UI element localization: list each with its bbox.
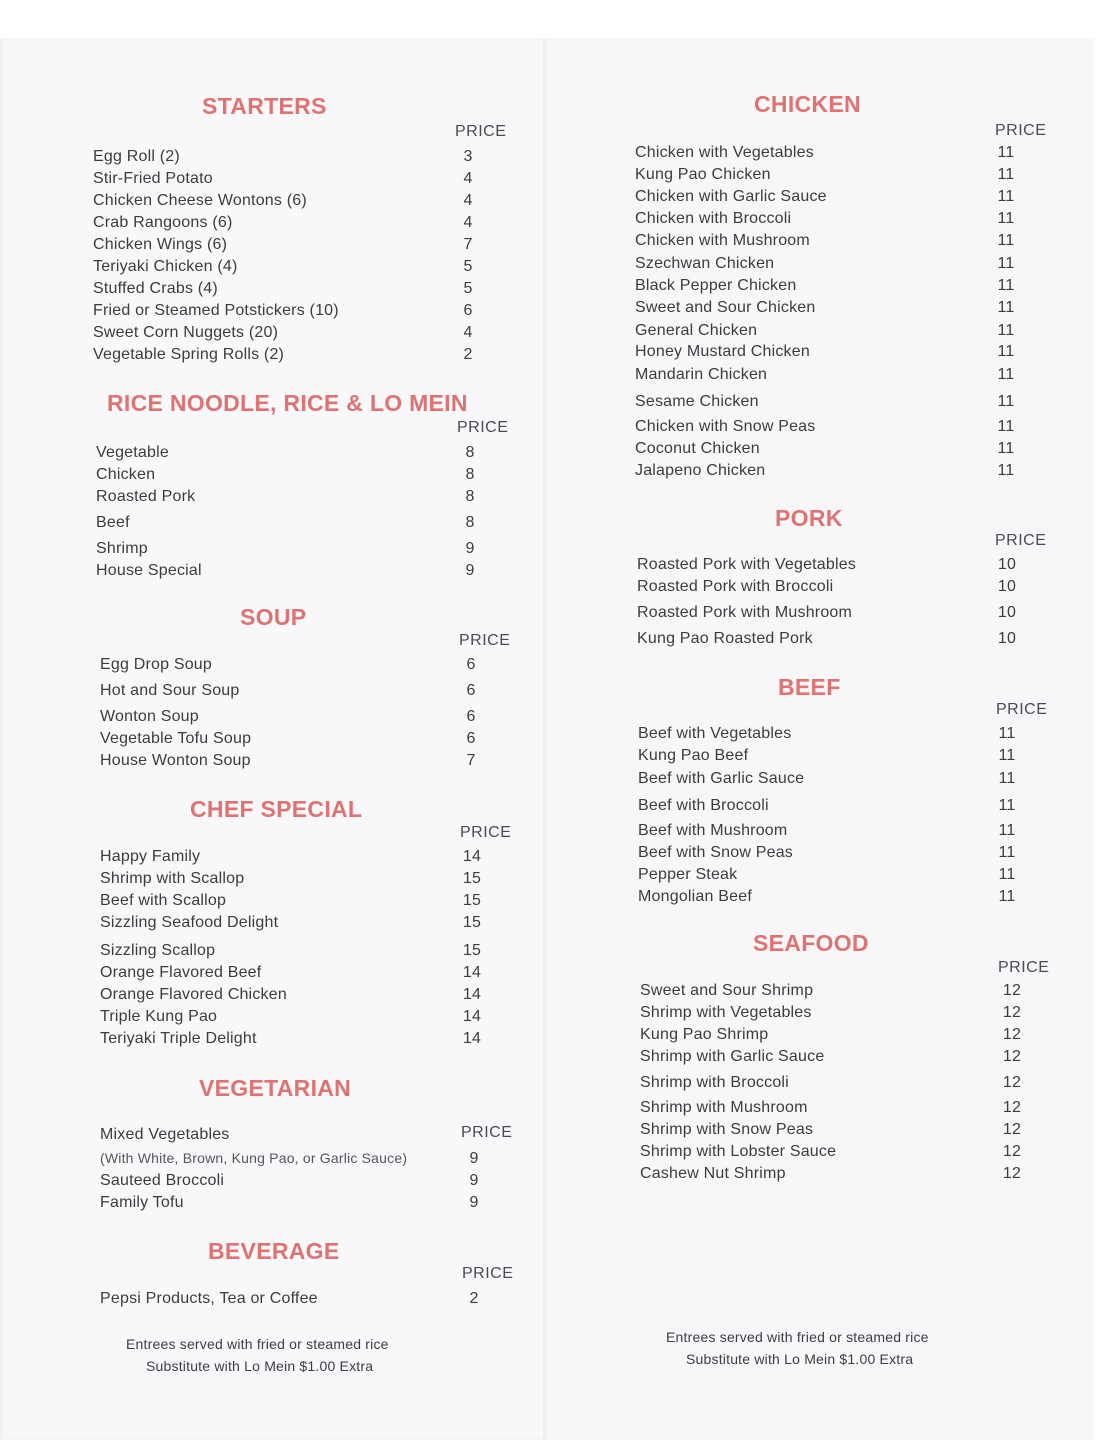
chicken-item-price: 11 xyxy=(997,366,1015,383)
beef-title: BEEF xyxy=(778,674,841,700)
vegetarian-item-price: 9 xyxy=(469,1150,479,1167)
seafood-item-name: Shrimp with Broccoli xyxy=(640,1074,789,1091)
page-fold xyxy=(543,38,546,1440)
chef-special-item-price: 15 xyxy=(462,870,482,887)
starters-item-name: Egg Roll (2) xyxy=(93,148,180,165)
starters-item-name: Vegetable Spring Rolls (2) xyxy=(93,346,285,363)
rice-noodle-item-name: Beef xyxy=(96,514,130,531)
seafood-item-name: Sweet and Sour Shrimp xyxy=(640,982,814,999)
chef-special-item-price: 14 xyxy=(462,848,482,865)
vegetarian-item-name: (With White, Brown, Kung Pao, or Garlic Sauce) xyxy=(100,1150,408,1166)
pork-item-price: 10 xyxy=(997,578,1017,595)
chef-special-item-price: 14 xyxy=(462,986,482,1003)
starters-item-price: 6 xyxy=(463,302,473,319)
soup-item-price: 7 xyxy=(466,752,476,769)
seafood-item-price: 12 xyxy=(1002,1026,1022,1043)
beverage-price-header: PRICE xyxy=(462,1265,514,1282)
starters-item-name: Chicken Wings (6) xyxy=(93,236,228,253)
chicken-item-price: 11 xyxy=(997,144,1015,161)
rice-noodle-item-price: 8 xyxy=(465,444,475,461)
footnote-right-line1: Entrees served with fried or steamed rice xyxy=(666,1329,929,1345)
chef-special-item-name: Triple Kung Pao xyxy=(100,1008,218,1025)
seafood-item-name: Shrimp with Snow Peas xyxy=(640,1121,814,1138)
seafood-price-header: PRICE xyxy=(998,959,1050,976)
chef-special-item-price: 14 xyxy=(462,964,482,981)
chicken-item-price: 11 xyxy=(997,188,1015,205)
chicken-item-price: 11 xyxy=(997,343,1015,360)
chicken-item-name: Jalapeno Chicken xyxy=(635,462,766,479)
chicken-item-price: 11 xyxy=(997,277,1015,294)
chicken-item-name: Mandarin Chicken xyxy=(635,366,768,383)
seafood-item-price: 12 xyxy=(1002,1143,1022,1160)
starters-title: STARTERS xyxy=(202,93,327,119)
pork-item-price: 10 xyxy=(997,630,1017,647)
vegetarian-item-price: 9 xyxy=(469,1172,479,1189)
footnote-left-line1: Entrees served with fried or steamed rice xyxy=(126,1336,389,1352)
beef-item-price: 11 xyxy=(998,822,1016,839)
chicken-item-price: 11 xyxy=(997,210,1015,227)
vegetarian-item-name: Mixed Vegetables xyxy=(100,1126,230,1143)
footnote-right-line2: Substitute with Lo Mein $1.00 Extra xyxy=(686,1351,914,1367)
chef-special-item-name: Beef with Scallop xyxy=(100,892,227,909)
pork-item-price: 10 xyxy=(997,556,1017,573)
beef-item-price: 11 xyxy=(998,866,1016,883)
chicken-item-price: 11 xyxy=(997,440,1015,457)
chef-special-item-name: Orange Flavored Chicken xyxy=(100,986,287,1003)
rice-noodle-item-price: 9 xyxy=(465,540,475,557)
beef-item-price: 11 xyxy=(998,797,1016,814)
seafood-item-name: Shrimp with Mushroom xyxy=(640,1099,808,1116)
seafood-item-price: 12 xyxy=(1002,1121,1022,1138)
seafood-item-price: 12 xyxy=(1002,1048,1022,1065)
beef-item-name: Beef with Garlic Sauce xyxy=(638,770,805,787)
starters-item-price: 7 xyxy=(463,236,473,253)
chef-special-item-name: Teriyaki Triple Delight xyxy=(100,1030,257,1047)
chicken-item-price: 11 xyxy=(997,462,1015,479)
beef-item-name: Kung Pao Beef xyxy=(638,747,749,764)
beverage-item-price: 2 xyxy=(469,1290,479,1307)
chef-special-price-header: PRICE xyxy=(460,824,512,841)
chef-special-item-price: 14 xyxy=(462,1008,482,1025)
starters-item-price: 5 xyxy=(463,280,473,297)
chef-special-item-price: 15 xyxy=(462,892,482,909)
chicken-title: CHICKEN xyxy=(754,91,861,117)
seafood-item-name: Shrimp with Lobster Sauce xyxy=(640,1143,837,1160)
chicken-item-price: 11 xyxy=(997,393,1015,410)
starters-item-name: Sweet Corn Nuggets (20) xyxy=(93,324,279,341)
chicken-item-name: Sesame Chicken xyxy=(635,393,759,410)
beef-item-name: Pepper Steak xyxy=(638,866,738,883)
starters-item-price: 3 xyxy=(463,148,473,165)
soup-item-name: Wonton Soup xyxy=(100,708,199,725)
chicken-item-name: Chicken with Broccoli xyxy=(635,210,792,227)
chicken-item-name: Szechwan Chicken xyxy=(635,255,775,272)
beef-price-header: PRICE xyxy=(996,701,1048,718)
beef-item-price: 11 xyxy=(998,888,1016,905)
vegetarian-item-price: 9 xyxy=(469,1194,479,1211)
pork-item-price: 10 xyxy=(997,604,1017,621)
chicken-item-name: Honey Mustard Chicken xyxy=(635,343,810,360)
rice-noodle-item-name: Chicken xyxy=(96,466,156,483)
chicken-item-price: 11 xyxy=(997,232,1015,249)
beverage-item-name: Pepsi Products, Tea or Coffee xyxy=(100,1290,318,1307)
chicken-item-price: 11 xyxy=(997,166,1015,183)
seafood-item-price: 12 xyxy=(1002,982,1022,999)
starters-item-name: Crab Rangoons (6) xyxy=(93,214,233,231)
soup-item-name: Vegetable Tofu Soup xyxy=(100,730,252,747)
rice-noodle-item-name: Roasted Pork xyxy=(96,488,196,505)
seafood-item-price: 12 xyxy=(1002,1074,1022,1091)
chicken-price-header: PRICE xyxy=(995,122,1047,139)
vegetarian-item-name: Family Tofu xyxy=(100,1194,184,1211)
rice-noodle-item-price: 8 xyxy=(465,488,475,505)
chicken-item-name: Sweet and Sour Chicken xyxy=(635,299,816,316)
beverage-title: BEVERAGE xyxy=(208,1238,340,1264)
starters-item-name: Stir-Fried Potato xyxy=(93,170,213,187)
rice-noodle-item-name: Shrimp xyxy=(96,540,148,557)
chef-special-item-price: 14 xyxy=(462,1030,482,1047)
chicken-item-name: Coconut Chicken xyxy=(635,440,760,457)
seafood-item-price: 12 xyxy=(1002,1099,1022,1116)
beef-item-name: Beef with Broccoli xyxy=(638,797,769,814)
soup-item-price: 6 xyxy=(466,730,476,747)
beef-item-price: 11 xyxy=(998,725,1016,742)
chicken-item-name: Kung Pao Chicken xyxy=(635,166,771,183)
chef-special-item-name: Shrimp with Scallop xyxy=(100,870,245,887)
vegetarian-item-name: Sauteed Broccoli xyxy=(100,1172,225,1189)
pork-title: PORK xyxy=(775,505,843,531)
starters-item-name: Stuffed Crabs (4) xyxy=(93,280,218,297)
chef-special-item-name: Sizzling Scallop xyxy=(100,942,216,959)
chicken-item-name: Chicken with Snow Peas xyxy=(635,418,816,435)
rice-noodle-item-name: House Special xyxy=(96,562,202,579)
pork-item-name: Kung Pao Roasted Pork xyxy=(637,630,813,647)
soup-price-header: PRICE xyxy=(459,632,511,649)
footnote-left-line2: Substitute with Lo Mein $1.00 Extra xyxy=(146,1358,374,1374)
starters-item-price: 4 xyxy=(463,192,473,209)
starters-item-price: 4 xyxy=(463,214,473,231)
soup-item-name: House Wonton Soup xyxy=(100,752,251,769)
vegetarian-title: VEGETARIAN xyxy=(199,1075,352,1101)
soup-item-price: 6 xyxy=(466,708,476,725)
chicken-item-price: 11 xyxy=(997,322,1015,339)
soup-title: SOUP xyxy=(240,604,307,630)
pork-item-name: Roasted Pork with Broccoli xyxy=(637,578,834,595)
seafood-item-price: 12 xyxy=(1002,1165,1022,1182)
chef-special-item-price: 15 xyxy=(462,942,482,959)
starters-item-price: 2 xyxy=(463,346,473,363)
beef-item-name: Beef with Mushroom xyxy=(638,822,788,839)
chicken-item-price: 11 xyxy=(997,299,1015,316)
starters-item-price: 4 xyxy=(463,170,473,187)
vegetarian-price-header: PRICE xyxy=(461,1124,513,1141)
soup-item-price: 6 xyxy=(466,682,476,699)
seafood-item-name: Shrimp with Vegetables xyxy=(640,1004,812,1021)
soup-item-name: Hot and Sour Soup xyxy=(100,682,240,699)
chef-special-item-price: 15 xyxy=(462,914,482,931)
beef-item-name: Beef with Vegetables xyxy=(638,725,792,742)
chicken-item-name: Chicken with Vegetables xyxy=(635,144,814,161)
seafood-item-name: Kung Pao Shrimp xyxy=(640,1026,769,1043)
beef-item-price: 11 xyxy=(998,747,1016,764)
rice-noodle-price-header: PRICE xyxy=(457,419,509,436)
chicken-item-name: Black Pepper Chicken xyxy=(635,277,797,294)
chicken-item-name: General Chicken xyxy=(635,322,758,339)
seafood-item-name: Cashew Nut Shrimp xyxy=(640,1165,786,1182)
rice-noodle-item-name: Vegetable xyxy=(96,444,169,461)
seafood-title: SEAFOOD xyxy=(753,930,869,956)
pork-price-header: PRICE xyxy=(995,532,1047,549)
rice-noodle-title: RICE NOODLE, RICE & LO MEIN xyxy=(107,390,468,416)
chicken-item-price: 11 xyxy=(997,418,1015,435)
chicken-item-price: 11 xyxy=(997,255,1015,272)
starters-price-header: PRICE xyxy=(455,123,507,140)
rice-noodle-item-price: 8 xyxy=(465,466,475,483)
soup-item-name: Egg Drop Soup xyxy=(100,656,213,673)
pork-item-name: Roasted Pork with Mushroom xyxy=(637,604,853,621)
starters-item-name: Fried or Steamed Potstickers (10) xyxy=(93,302,339,319)
chef-special-item-name: Happy Family xyxy=(100,848,201,865)
chef-special-item-name: Sizzling Seafood Delight xyxy=(100,914,279,931)
starters-item-name: Teriyaki Chicken (4) xyxy=(93,258,238,275)
chicken-item-name: Chicken with Garlic Sauce xyxy=(635,188,827,205)
chef-special-title: CHEF SPECIAL xyxy=(190,796,363,822)
rice-noodle-item-price: 8 xyxy=(465,514,475,531)
starters-item-name: Chicken Cheese Wontons (6) xyxy=(93,192,307,209)
chicken-item-name: Chicken with Mushroom xyxy=(635,232,810,249)
starters-item-price: 4 xyxy=(463,324,473,341)
chef-special-item-name: Orange Flavored Beef xyxy=(100,964,262,981)
starters-item-price: 5 xyxy=(463,258,473,275)
beef-item-price: 11 xyxy=(998,770,1016,787)
beef-item-name: Mongolian Beef xyxy=(638,888,752,905)
beef-item-price: 11 xyxy=(998,844,1016,861)
seafood-item-name: Shrimp with Garlic Sauce xyxy=(640,1048,825,1065)
soup-item-price: 6 xyxy=(466,656,476,673)
beef-item-name: Beef with Snow Peas xyxy=(638,844,793,861)
seafood-item-price: 12 xyxy=(1002,1004,1022,1021)
pork-item-name: Roasted Pork with Vegetables xyxy=(637,556,857,573)
rice-noodle-item-price: 9 xyxy=(465,562,475,579)
